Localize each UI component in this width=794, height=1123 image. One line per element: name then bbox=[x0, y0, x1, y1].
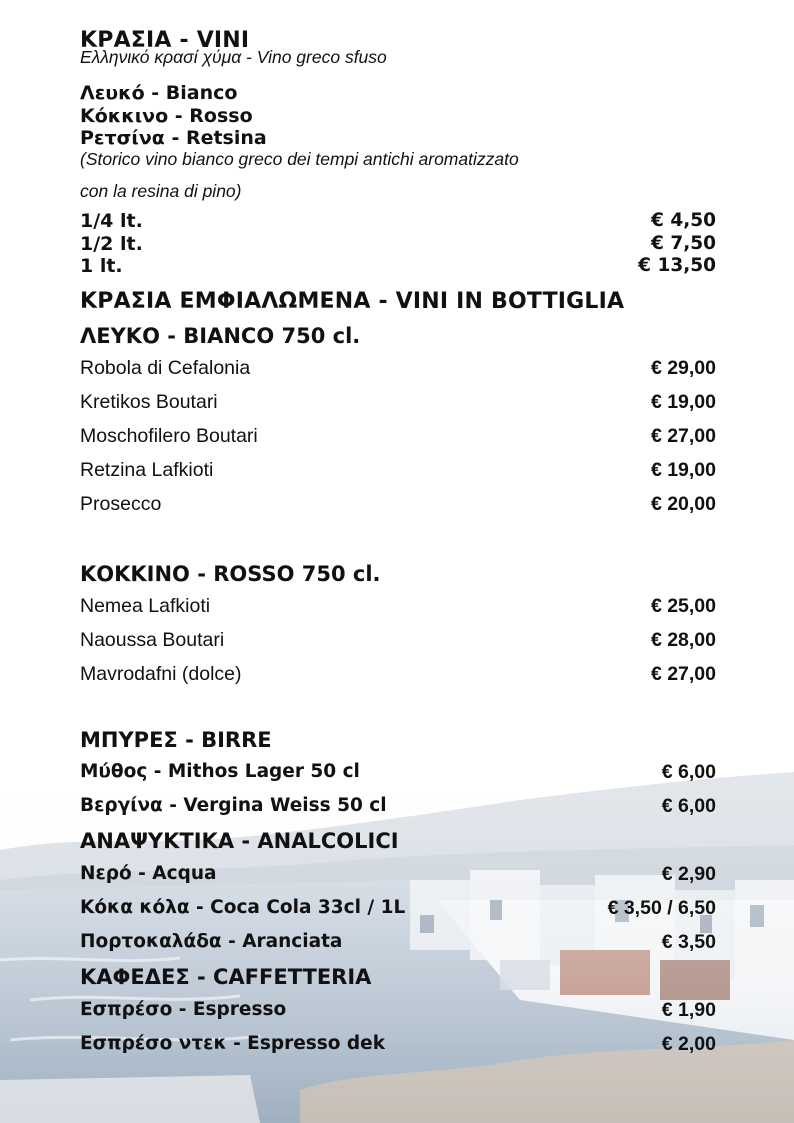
menu-item-name: Νερό - Acqua bbox=[80, 863, 217, 884]
menu-item-price: € 2,00 bbox=[661, 1033, 716, 1055]
menu-item-name: Πορτοκαλάδα - Aranciata bbox=[80, 931, 343, 952]
menu-item-name: Prosecco bbox=[80, 493, 162, 515]
menu-item-price: € 29,00 bbox=[650, 357, 716, 379]
menu-item-name: Εσπρέσο ντεκ - Espresso dek bbox=[80, 1033, 386, 1054]
size-price: € 7,50 bbox=[651, 233, 716, 254]
size-label: 1/4 lt. bbox=[80, 210, 143, 232]
menu-item-name: Nemea Lafkioti bbox=[80, 595, 211, 617]
menu-item-name: Robola di Cefalonia bbox=[80, 357, 251, 379]
menu-item-price: € 28,00 bbox=[650, 629, 716, 651]
size-price: € 13,50 bbox=[638, 255, 716, 276]
menu-item-price: € 3,50 / 6,50 bbox=[607, 897, 716, 919]
menu-item-price: € 25,00 bbox=[650, 595, 716, 617]
menu-item-price: € 19,00 bbox=[650, 391, 716, 413]
menu-item-price: € 6,00 bbox=[661, 795, 716, 817]
section-subtitle-vini: Ελληνικό κρασί χύμα - Vino greco sfuso bbox=[80, 47, 387, 67]
wine-type-rosso: Κόκκινο - Rosso bbox=[80, 105, 253, 127]
section-title-birre: ΜΠΥΡΕΣ - BIRRE bbox=[80, 728, 272, 752]
wine-type-bianco: Λευκό - Bianco bbox=[80, 82, 238, 104]
retsina-note-line1: (Storico vino bianco greco dei tempi antichi aromatizzato bbox=[80, 149, 519, 169]
menu-item-price: € 6,00 bbox=[661, 761, 716, 783]
menu-item-name: Retzina Lafkioti bbox=[80, 459, 214, 481]
menu-item-name: Moschofilero Boutari bbox=[80, 425, 258, 447]
menu-item-price: € 2,90 bbox=[661, 863, 716, 885]
menu-item-name: Naoussa Boutari bbox=[80, 629, 225, 651]
menu-item-price: € 1,90 bbox=[661, 999, 716, 1021]
section-title-bianco: ΛΕΥΚΟ - BIANCO 750 cl. bbox=[80, 324, 361, 348]
size-label: 1/2 lt. bbox=[80, 233, 143, 255]
menu-item-price: € 27,00 bbox=[650, 425, 716, 447]
section-title-rosso: ΚΟΚΚΙΝΟ - ROSSO 750 cl. bbox=[80, 562, 381, 586]
menu-item-price: € 20,00 bbox=[650, 493, 716, 515]
menu-item-name: Μύθος - Mithos Lager 50 cl bbox=[80, 761, 360, 782]
menu-item-name: Κόκα κόλα - Coca Cola 33cl / 1L bbox=[80, 897, 406, 918]
section-title-caffetteria: ΚΑΦΕΔΕΣ - CAFFETTERIA bbox=[80, 965, 372, 989]
menu-item-name: Εσπρέσο - Espresso bbox=[80, 999, 287, 1020]
menu-item-name: Kretikos Boutari bbox=[80, 391, 218, 413]
retsina-note-line2: con la resina di pino) bbox=[80, 181, 242, 201]
menu-item-name: Mavrodafni (dolce) bbox=[80, 663, 242, 685]
wine-type-retsina: Ρετσίνα - Retsina bbox=[80, 127, 267, 149]
section-title-vini: ΚΡΑΣΙΑ - VINI bbox=[80, 28, 250, 53]
size-label: 1 lt. bbox=[80, 255, 123, 277]
menu-item-price: € 3,50 bbox=[661, 931, 716, 953]
section-title-analcolici: ΑΝΑΨΥΚΤΙΚΑ - ANALCOLICI bbox=[80, 829, 399, 853]
section-title-vini-bottiglia: ΚΡΑΣΙΑ ΕΜΦΙΑΛΩΜΕΝΑ - VINI IN BOTTIGLIA bbox=[80, 289, 625, 314]
size-price: € 4,50 bbox=[651, 210, 716, 231]
menu-item-price: € 27,00 bbox=[650, 663, 716, 685]
menu-item-price: € 19,00 bbox=[650, 459, 716, 481]
menu-item-name: Βεργίνα - Vergina Weiss 50 cl bbox=[80, 795, 387, 816]
